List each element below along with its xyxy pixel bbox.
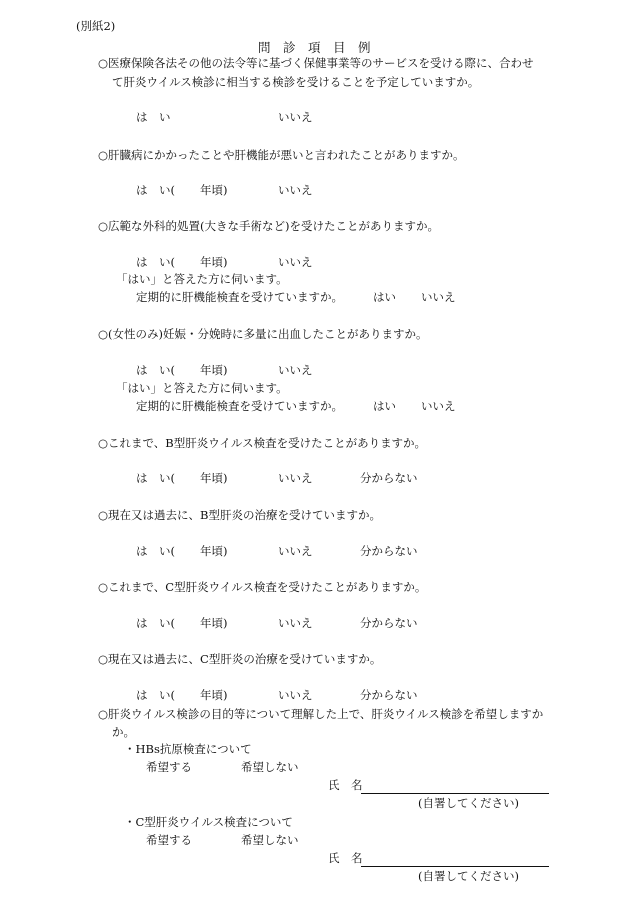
q3-option-yes[interactable]: は い( xyxy=(136,255,175,269)
q6-year-label: 年頃) xyxy=(200,544,228,558)
hbs-self-sign-note: (自署してください) xyxy=(418,796,519,810)
hcv-signature-field[interactable] xyxy=(361,866,549,867)
q6-option-no[interactable]: いいえ xyxy=(278,544,313,558)
q6-option-unknown[interactable]: 分からない xyxy=(360,544,418,558)
q3-year-label: 年頃) xyxy=(200,255,228,269)
q7-year-label: 年頃) xyxy=(200,616,228,630)
question-5-text: ○これまで、B型肝炎ウイルス検査を受けたことがありますか。 xyxy=(98,436,427,450)
question-1-line-2: て肝炎ウイルス検診に相当する検診を受けることを予定していますか。 xyxy=(112,75,480,89)
q3-followup-question: 定期的に肝機能検査を受けていますか。 xyxy=(136,290,343,304)
q4-followup-intro: 「はい」と答えた方に伺います。 xyxy=(116,381,288,395)
q6-option-yes[interactable]: は い( xyxy=(136,544,175,558)
q2-option-no[interactable]: いいえ xyxy=(278,183,313,197)
hcv-self-sign-note: (自署してください) xyxy=(418,869,519,883)
q5-option-yes[interactable]: は い( xyxy=(136,471,175,485)
attachment-label: (別紙2) xyxy=(76,19,116,33)
q4-year-label: 年頃) xyxy=(200,363,228,377)
q4-followup-no[interactable]: いいえ xyxy=(421,399,456,413)
q8-option-no[interactable]: いいえ xyxy=(278,688,313,702)
hbs-option-want[interactable]: 希望する xyxy=(146,760,192,774)
q2-option-yes[interactable]: は い( xyxy=(136,183,175,197)
q1-option-yes[interactable]: は い xyxy=(136,110,171,124)
hcv-option-want[interactable]: 希望する xyxy=(146,833,192,847)
question-3-text: ○広範な外科的処置(大きな手術など)を受けたことがありますか。 xyxy=(98,219,440,233)
hbs-name-label: 氏 名 xyxy=(328,778,363,792)
question-4-text: ○(女性のみ)妊娠・分娩時に多量に出血したことがありますか。 xyxy=(98,327,428,341)
q5-option-no[interactable]: いいえ xyxy=(278,471,313,485)
hcv-option-not-want[interactable]: 希望しない xyxy=(241,833,299,847)
q7-option-yes[interactable]: は い( xyxy=(136,616,175,630)
q4-followup-question: 定期的に肝機能検査を受けていますか。 xyxy=(136,399,343,413)
q3-followup-intro: 「はい」と答えた方に伺います。 xyxy=(116,272,288,286)
q7-option-no[interactable]: いいえ xyxy=(278,616,313,630)
question-8-text: ○現在又は過去に、C型肝炎の治療を受けていますか。 xyxy=(98,652,382,666)
page-title: 問 診 項 目 例 xyxy=(258,40,371,55)
question-2-text: ○肝臓病にかかったことや肝機能が悪いと言われたことがありますか。 xyxy=(98,148,465,162)
q4-option-yes[interactable]: は い( xyxy=(136,363,175,377)
q1-option-no[interactable]: いいえ xyxy=(278,110,313,124)
q3-followup-no[interactable]: いいえ xyxy=(421,290,456,304)
q8-option-unknown[interactable]: 分からない xyxy=(360,688,418,702)
question-9-line-1: ○肝炎ウイルス検診の目的等について理解した上で、肝炎ウイルス検診を希望しますか xyxy=(98,707,544,721)
q4-followup-yes[interactable]: はい xyxy=(373,399,396,413)
hbs-option-not-want[interactable]: 希望しない xyxy=(241,760,299,774)
hbs-signature-field[interactable] xyxy=(361,793,549,794)
q3-option-no[interactable]: いいえ xyxy=(278,255,313,269)
question-7-text: ○これまで、C型肝炎ウイルス検査を受けたことがありますか。 xyxy=(98,580,427,594)
q8-option-yes[interactable]: は い( xyxy=(136,688,175,702)
q4-option-no[interactable]: いいえ xyxy=(278,363,313,377)
hbs-test-heading: ・HBs抗原検査について xyxy=(124,742,252,756)
q5-year-label: 年頃) xyxy=(200,471,228,485)
q8-year-label: 年頃) xyxy=(200,688,228,702)
q5-option-unknown[interactable]: 分からない xyxy=(360,471,418,485)
hcv-name-label: 氏 名 xyxy=(328,851,363,865)
q3-followup-yes[interactable]: はい xyxy=(373,290,396,304)
q2-year-label: 年頃) xyxy=(200,183,228,197)
hcv-test-heading: ・C型肝炎ウイルス検査について xyxy=(124,815,293,829)
question-9-line-2: か。 xyxy=(112,725,135,739)
question-1-line-1: ○医療保険各法その他の法令等に基づく保健事業等のサービスを受ける際に、合わせ xyxy=(98,56,534,70)
question-6-text: ○現在又は過去に、B型肝炎の治療を受けていますか。 xyxy=(98,508,381,522)
q7-option-unknown[interactable]: 分からない xyxy=(360,616,418,630)
